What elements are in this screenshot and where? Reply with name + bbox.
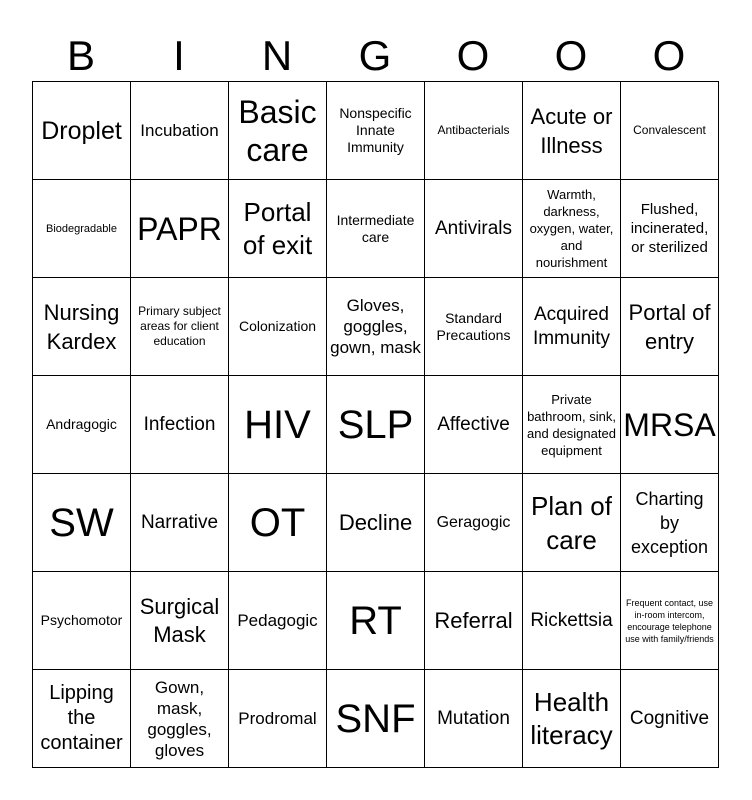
bingo-cell[interactable]: Frequent contact, use in-room intercom, encourage telephone use with family/friends: [621, 572, 719, 670]
bingo-cell[interactable]: Portal of exit: [229, 180, 327, 278]
bingo-cell[interactable]: Acquired Immunity: [523, 278, 621, 376]
bingo-cell[interactable]: Gloves, goggles, gown, mask: [327, 278, 425, 376]
header-letter: G: [358, 32, 392, 79]
bingo-cell[interactable]: Incubation: [131, 82, 229, 180]
bingo-cell[interactable]: SNF: [327, 670, 425, 768]
bingo-cell[interactable]: HIV: [229, 376, 327, 474]
bingo-cell[interactable]: Antivirals: [425, 180, 523, 278]
bingo-cell[interactable]: Gown, mask, goggles, gloves: [131, 670, 229, 768]
bingo-cell[interactable]: Decline: [327, 474, 425, 572]
bingo-cell[interactable]: Standard Precautions: [425, 278, 523, 376]
bingo-cell[interactable]: Charting by exception: [621, 474, 719, 572]
bingo-cell[interactable]: PAPR: [131, 180, 229, 278]
bingo-cell[interactable]: Private bathroom, sink, and designated equipment: [523, 376, 621, 474]
bingo-cell[interactable]: Prodromal: [229, 670, 327, 768]
bingo-cell[interactable]: Rickettsia: [523, 572, 621, 670]
bingo-cell[interactable]: Nursing Kardex: [33, 278, 131, 376]
bingo-cell[interactable]: Acute or Illness: [523, 82, 621, 180]
bingo-header: [32, 30, 718, 82]
bingo-cell[interactable]: Biodegradable: [33, 180, 131, 278]
bingo-cell[interactable]: Psychomotor: [33, 572, 131, 670]
bingo-cell[interactable]: Intermediate care: [327, 180, 425, 278]
bingo-cell[interactable]: Narrative: [131, 474, 229, 572]
bingo-cell[interactable]: Referral: [425, 572, 523, 670]
bingo-cell[interactable]: RT: [327, 572, 425, 670]
header-letter: B: [66, 32, 95, 79]
bingo-cell[interactable]: Geragogic: [425, 474, 523, 572]
bingo-cell[interactable]: Basic care: [229, 82, 327, 180]
bingo-cell[interactable]: Pedagogic: [229, 572, 327, 670]
header-letter: N: [261, 32, 293, 79]
bingo-cell[interactable]: Convalescent: [621, 82, 719, 180]
bingo-cell[interactable]: Affective: [425, 376, 523, 474]
bingo-cell[interactable]: Flushed, incinerated, or sterilized: [621, 180, 719, 278]
bingo-cell[interactable]: Cognitive: [621, 670, 719, 768]
bingo-cell[interactable]: Andragogic: [33, 376, 131, 474]
bingo-cell[interactable]: Surgical Mask: [131, 572, 229, 670]
bingo-cell[interactable]: Antibacterials: [425, 82, 523, 180]
bingo-cell[interactable]: MRSA: [621, 376, 719, 474]
header-letter: O: [456, 32, 490, 79]
bingo-cell[interactable]: Health literacy: [523, 670, 621, 768]
bingo-cell[interactable]: OT: [229, 474, 327, 572]
bingo-cell[interactable]: Droplet: [33, 82, 131, 180]
bingo-cell[interactable]: Warmth, darkness, oxygen, water, and nourishment: [523, 180, 621, 278]
header-letter: O: [652, 32, 686, 79]
header-letter: I: [173, 32, 185, 79]
bingo-card-grid: [32, 81, 719, 768]
bingo-cell[interactable]: Plan of care: [523, 474, 621, 572]
bingo-cell[interactable]: Primary subject areas for client education: [131, 278, 229, 376]
bingo-cell[interactable]: Mutation: [425, 670, 523, 768]
header-letter: O: [554, 32, 588, 79]
bingo-cell[interactable]: Colonization: [229, 278, 327, 376]
bingo-cell[interactable]: Portal of entry: [621, 278, 719, 376]
bingo-cell[interactable]: Infection: [131, 376, 229, 474]
bingo-cell[interactable]: Lipping the container: [33, 670, 131, 768]
bingo-cell[interactable]: SLP: [327, 376, 425, 474]
bingo-cell[interactable]: Nonspecific Innate Immunity: [327, 82, 425, 180]
bingo-cell[interactable]: SW: [33, 474, 131, 572]
